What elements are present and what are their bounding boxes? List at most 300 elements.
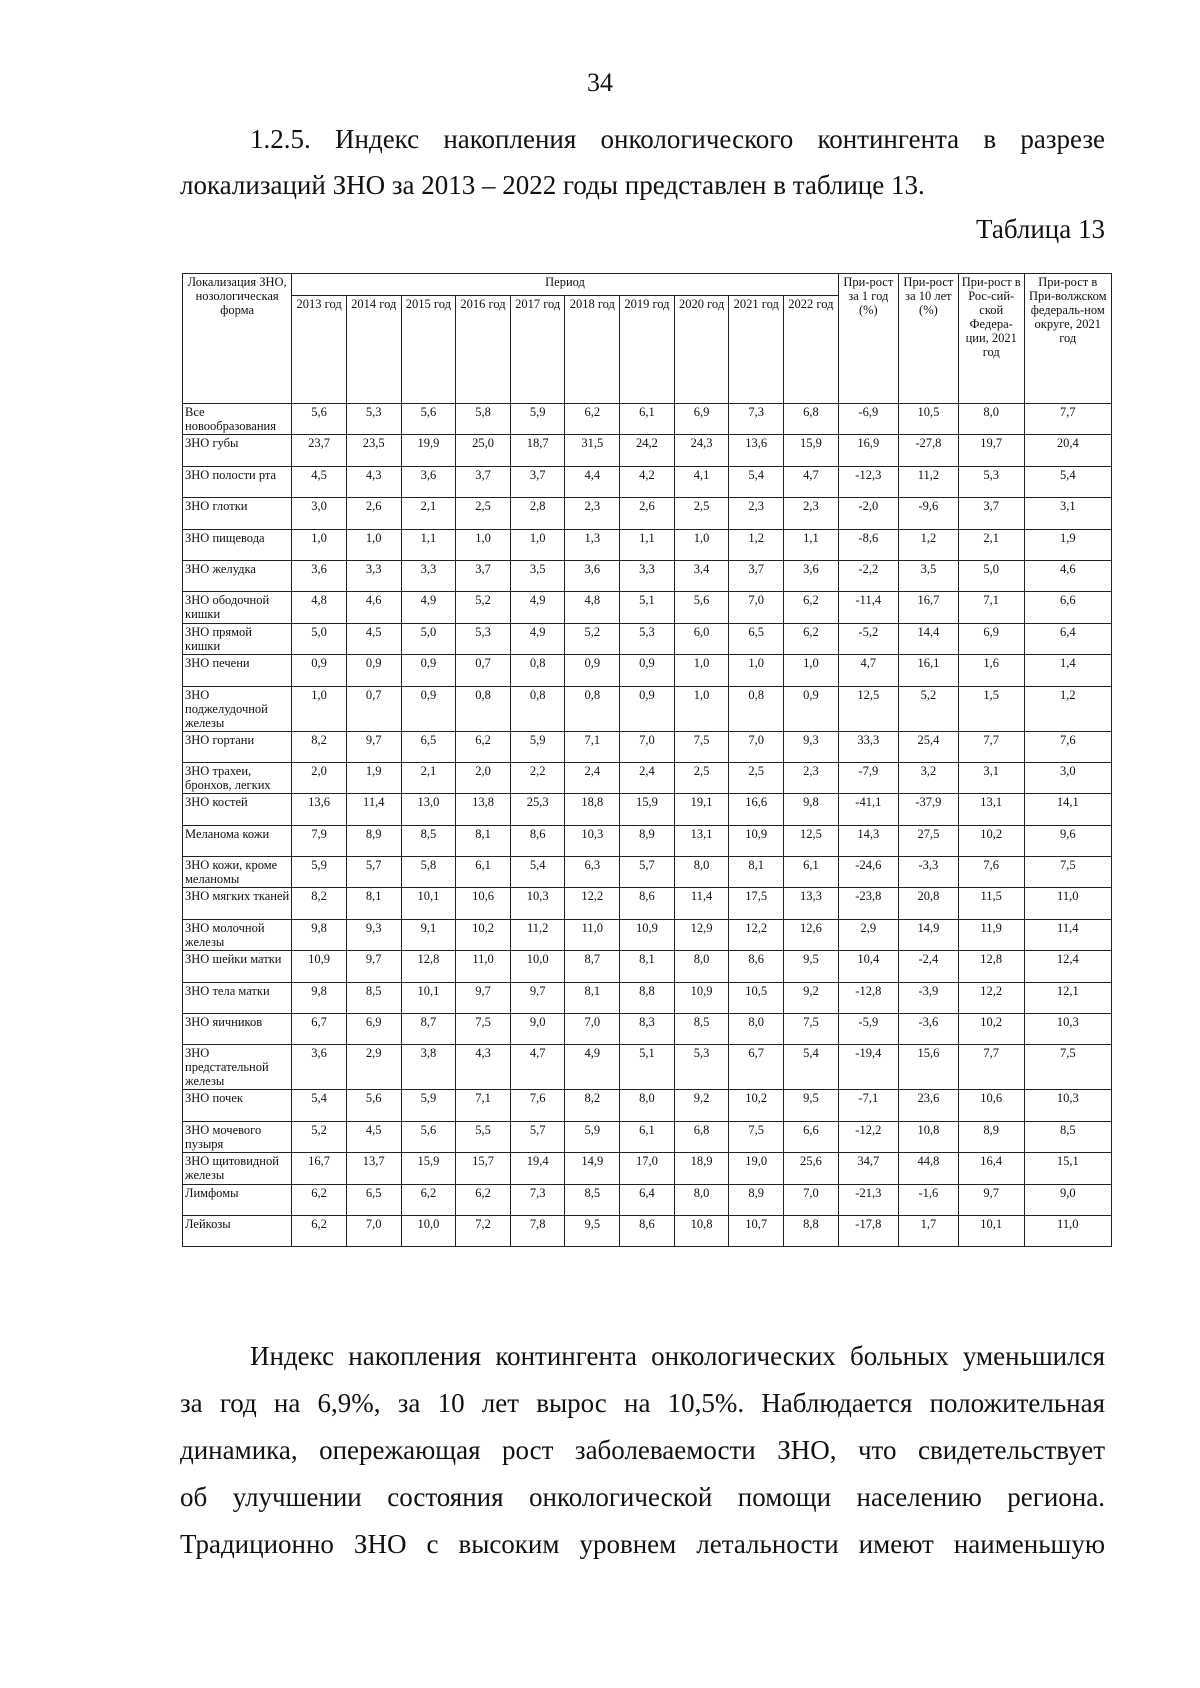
table-row	[183, 1090, 1112, 1121]
table-cell: 5,3	[958, 466, 1024, 497]
table-cell: 9,2	[784, 982, 839, 1013]
table-cell: 10,6	[456, 888, 511, 919]
table-cell: 7,6	[1024, 731, 1111, 762]
table-row	[183, 825, 1112, 856]
table-cell: 5,1	[620, 592, 675, 623]
table-row	[183, 498, 1112, 529]
table-cell: 6,0	[674, 623, 729, 654]
table-row	[183, 623, 1112, 654]
row-localization: ЗНО почек	[183, 1090, 292, 1121]
table-cell: 25,6	[784, 1153, 839, 1184]
table-cell: 5,3	[346, 404, 401, 435]
table-cell: 4,8	[292, 592, 347, 623]
table-cell: 1,9	[346, 762, 401, 793]
table-cell: 5,4	[510, 857, 565, 888]
table-cell: 16,1	[898, 655, 958, 686]
table-cell: 12,5	[838, 686, 898, 731]
table-cell: 8,9	[620, 825, 675, 856]
table-cell: 3,6	[784, 560, 839, 591]
table-cell: 4,3	[456, 1045, 511, 1090]
row-localization: ЗНО глотки	[183, 498, 292, 529]
table-row	[183, 1045, 1112, 1090]
table-cell: -2,4	[898, 951, 958, 982]
table-cell: 11,0	[565, 919, 620, 950]
table-cell: 4,1	[674, 466, 729, 497]
row-localization: ЗНО тела матки	[183, 982, 292, 1013]
table-cell: 0,7	[456, 655, 511, 686]
table-cell: 1,0	[784, 655, 839, 686]
table-cell: 0,9	[401, 686, 456, 731]
table-row	[183, 1215, 1112, 1246]
table-cell: 17,5	[729, 888, 784, 919]
table-cell: 14,4	[898, 623, 958, 654]
table-cell: 5,9	[401, 1090, 456, 1121]
header-localization: Локализация ЗНО, нозологическая форма	[183, 274, 292, 404]
table-cell: 8,3	[620, 1014, 675, 1045]
table-cell: 10,1	[401, 982, 456, 1013]
table-cell: 6,2	[456, 1184, 511, 1215]
table-cell: 1,7	[898, 1215, 958, 1246]
table-cell: 24,2	[620, 435, 675, 466]
table-cell: 3,1	[958, 762, 1024, 793]
table-cell: 6,8	[784, 404, 839, 435]
table-cell: 8,1	[456, 825, 511, 856]
table-cell: 7,5	[1024, 1045, 1111, 1090]
table-cell: 6,1	[456, 857, 511, 888]
row-localization: ЗНО прямой кишки	[183, 623, 292, 654]
table-cell: 4,2	[620, 466, 675, 497]
table-cell: 1,0	[456, 529, 511, 560]
table-cell: 9,0	[510, 1014, 565, 1045]
table-cell: 0,9	[620, 686, 675, 731]
table-cell: 3,5	[898, 560, 958, 591]
table-cell: 0,8	[456, 686, 511, 731]
table-row	[183, 1014, 1112, 1045]
table-cell: 17,0	[620, 1153, 675, 1184]
table-cell: 16,6	[729, 794, 784, 825]
table-cell: 5,3	[674, 1045, 729, 1090]
table-cell: 7,3	[729, 404, 784, 435]
table-row	[183, 794, 1112, 825]
table-cell: 7,7	[958, 731, 1024, 762]
table-cell: 10,3	[1024, 1014, 1111, 1045]
table-cell: 8,6	[510, 825, 565, 856]
table-cell: 3,0	[292, 498, 347, 529]
table-row	[183, 466, 1112, 497]
table-cell: 3,7	[958, 498, 1024, 529]
header-growth-rf: При-рост в Рос-сий-ской Федера-ции, 2021 год	[958, 274, 1024, 404]
table-cell: 8,1	[346, 888, 401, 919]
table-cell: 8,1	[729, 857, 784, 888]
table-cell: 4,3	[346, 466, 401, 497]
table-cell: 24,3	[674, 435, 729, 466]
table-cell: 14,1	[1024, 794, 1111, 825]
table-cell: 4,9	[510, 592, 565, 623]
table-cell: 4,9	[565, 1045, 620, 1090]
table-cell: 4,7	[510, 1045, 565, 1090]
table-cell: 6,5	[729, 623, 784, 654]
table-cell: 5,3	[456, 623, 511, 654]
table-cell: 4,5	[346, 623, 401, 654]
table-cell: 12,2	[565, 888, 620, 919]
table-cell: 1,2	[898, 529, 958, 560]
table-cell: 5,6	[401, 404, 456, 435]
table-cell: 2,5	[729, 762, 784, 793]
table-cell: -5,9	[838, 1014, 898, 1045]
table-cell: 9,7	[456, 982, 511, 1013]
table-cell: 4,7	[784, 466, 839, 497]
table-cell: 3,7	[510, 466, 565, 497]
table-cell: 15,6	[898, 1045, 958, 1090]
conclusion-line: Традиционно ЗНО с высоким уровнем летальности имеют наименьшую	[180, 1529, 1105, 1559]
table-cell: 8,2	[565, 1090, 620, 1121]
table-cell: 10,7	[729, 1215, 784, 1246]
table-cell: 9,7	[346, 731, 401, 762]
table-cell: 5,4	[784, 1045, 839, 1090]
table-cell: 9,7	[510, 982, 565, 1013]
table-cell: 7,8	[510, 1215, 565, 1246]
table-cell: -5,2	[838, 623, 898, 654]
row-localization: ЗНО пищевода	[183, 529, 292, 560]
table-cell: 7,0	[729, 731, 784, 762]
table-cell: 7,1	[958, 592, 1024, 623]
table-cell: 7,0	[729, 592, 784, 623]
table-cell: 0,8	[729, 686, 784, 731]
table-cell: 8,9	[729, 1184, 784, 1215]
table-cell: 5,6	[346, 1090, 401, 1121]
table-cell: 1,3	[565, 529, 620, 560]
table-row	[183, 560, 1112, 591]
table-cell: 2,3	[565, 498, 620, 529]
table-cell: 19,4	[510, 1153, 565, 1184]
table-cell: 2,5	[456, 498, 511, 529]
table-cell: -7,1	[838, 1090, 898, 1121]
conclusion-line: Индекс накопления контингента онкологических больных уменьшился	[250, 1341, 1105, 1371]
table-cell: 9,6	[1024, 825, 1111, 856]
table-cell: 7,7	[958, 1045, 1024, 1090]
table-cell: 2,8	[510, 498, 565, 529]
table-cell: 5,8	[456, 404, 511, 435]
table-row	[183, 592, 1112, 623]
table-cell: 5,6	[674, 592, 729, 623]
table-cell: 9,0	[1024, 1184, 1111, 1215]
table-cell: 8,0	[620, 1090, 675, 1121]
table-cell: 13,8	[456, 794, 511, 825]
table-cell: -17,8	[838, 1215, 898, 1246]
table-cell: 5,3	[620, 623, 675, 654]
table-cell: 10,9	[729, 825, 784, 856]
table-cell: 7,0	[620, 731, 675, 762]
table-cell: 11,5	[958, 888, 1024, 919]
table-cell: 23,6	[898, 1090, 958, 1121]
table-cell: 18,8	[565, 794, 620, 825]
table-cell: 7,1	[456, 1090, 511, 1121]
table-cell: 15,1	[1024, 1153, 1111, 1184]
table-row	[183, 762, 1112, 793]
table-cell: 9,8	[292, 982, 347, 1013]
table-cell: 10,2	[958, 1014, 1024, 1045]
table-cell: 4,8	[565, 592, 620, 623]
table-cell: 10,2	[729, 1090, 784, 1121]
table-cell: -23,8	[838, 888, 898, 919]
page-number: 34	[587, 68, 613, 97]
table-row	[183, 731, 1112, 762]
table-cell: 10,8	[898, 1121, 958, 1152]
table-cell: 6,4	[620, 1184, 675, 1215]
table-cell: 2,9	[346, 1045, 401, 1090]
table-cell: 25,0	[456, 435, 511, 466]
row-localization: ЗНО поджелудочной железы	[183, 686, 292, 731]
table-cell: 1,2	[729, 529, 784, 560]
table-container	[182, 273, 1112, 1247]
conclusion-line: за год на 6,9%, за 10 лет вырос на 10,5%. Наблюдается положительная	[180, 1388, 1105, 1418]
table-row	[183, 686, 1112, 731]
table-cell: 4,6	[1024, 560, 1111, 591]
table-cell: 14,9	[898, 919, 958, 950]
table-cell: 7,0	[784, 1184, 839, 1215]
table-cell: 6,1	[620, 1121, 675, 1152]
table-cell: 11,0	[1024, 888, 1111, 919]
table-cell: 11,9	[958, 919, 1024, 950]
table-cell: 5,5	[456, 1121, 511, 1152]
table-cell: 7,6	[510, 1090, 565, 1121]
table-cell: 10,3	[1024, 1090, 1111, 1121]
header-year: 2022 год	[784, 296, 839, 404]
header-growth-1y: При-рост за 1 год (%)	[838, 274, 898, 404]
row-localization: ЗНО щитовидной железы	[183, 1153, 292, 1184]
table-cell: 16,7	[898, 592, 958, 623]
table-cell: 10,0	[510, 951, 565, 982]
header-year: 2017 год	[510, 296, 565, 404]
table-cell: 8,7	[565, 951, 620, 982]
table-cell: 10,4	[838, 951, 898, 982]
table-cell: 9,5	[784, 1090, 839, 1121]
table-row	[183, 655, 1112, 686]
table-cell: 10,9	[620, 919, 675, 950]
table-cell: 8,8	[784, 1215, 839, 1246]
conclusion-line: динамика, опережающая рост заболеваемости ЗНО, что свидетельствует	[180, 1435, 1105, 1465]
table-cell: 5,4	[292, 1090, 347, 1121]
table-cell: 11,4	[674, 888, 729, 919]
table-cell: 10,9	[674, 982, 729, 1013]
table-cell: -3,9	[898, 982, 958, 1013]
row-localization: ЗНО мягких тканей	[183, 888, 292, 919]
table-cell: 2,5	[674, 498, 729, 529]
table-cell: 6,6	[784, 1121, 839, 1152]
table-cell: -3,6	[898, 1014, 958, 1045]
table-cell: 23,5	[346, 435, 401, 466]
table-cell: 18,7	[510, 435, 565, 466]
table-cell: 13,0	[401, 794, 456, 825]
table-cell: 10,3	[510, 888, 565, 919]
table-cell: 8,5	[674, 1014, 729, 1045]
table-cell: 7,0	[565, 1014, 620, 1045]
table-cell: 3,0	[1024, 762, 1111, 793]
table-cell: 0,8	[510, 655, 565, 686]
table-cell: 11,4	[1024, 919, 1111, 950]
table-cell: 14,3	[838, 825, 898, 856]
table-cell: 33,3	[838, 731, 898, 762]
intro-line-1: 1.2.5. Индекс накопления онкологического контингента в разрезе	[250, 124, 1105, 154]
table-row	[183, 919, 1112, 950]
row-localization: ЗНО полости рта	[183, 466, 292, 497]
table-cell: 4,9	[401, 592, 456, 623]
table-cell: 12,8	[958, 951, 1024, 982]
table-cell: 3,4	[674, 560, 729, 591]
table-cell: 1,0	[674, 655, 729, 686]
table-cell: 12,8	[401, 951, 456, 982]
table-cell: 6,1	[784, 857, 839, 888]
table-cell: 6,2	[401, 1184, 456, 1215]
table-cell: 19,0	[729, 1153, 784, 1184]
table-cell: 1,4	[1024, 655, 1111, 686]
header-year: 2021 год	[729, 296, 784, 404]
table-cell: 3,5	[510, 560, 565, 591]
table-cell: 6,2	[292, 1215, 347, 1246]
table-cell: 11,0	[456, 951, 511, 982]
table-cell: 7,5	[456, 1014, 511, 1045]
table-cell: 5,2	[292, 1121, 347, 1152]
table-cell: 3,6	[401, 466, 456, 497]
table-cell: 1,0	[510, 529, 565, 560]
table-row	[183, 951, 1112, 982]
table-cell: 1,1	[401, 529, 456, 560]
table-cell: 44,8	[898, 1153, 958, 1184]
table-cell: -2,2	[838, 560, 898, 591]
table-cell: -2,0	[838, 498, 898, 529]
table-cell: 9,3	[346, 919, 401, 950]
table-cell: 10,1	[401, 888, 456, 919]
table-cell: 31,5	[565, 435, 620, 466]
table-cell: 0,8	[510, 686, 565, 731]
table-cell: 5,4	[729, 466, 784, 497]
table-cell: 7,5	[1024, 857, 1111, 888]
table-cell: 1,1	[620, 529, 675, 560]
table-cell: 1,0	[346, 529, 401, 560]
table-cell: 18,9	[674, 1153, 729, 1184]
table-cell: 15,9	[620, 794, 675, 825]
table-cell: 8,5	[346, 982, 401, 1013]
table-cell: 15,7	[456, 1153, 511, 1184]
conclusion-line: об улучшении состояния онкологической помощи населению региона.	[180, 1482, 1105, 1512]
table-cell: 5,7	[620, 857, 675, 888]
table-cell: 3,7	[456, 560, 511, 591]
header-year: 2013 год	[292, 296, 347, 404]
table-cell: -27,8	[898, 435, 958, 466]
table-row	[183, 404, 1112, 435]
table-cell: 34,7	[838, 1153, 898, 1184]
table-cell: -12,8	[838, 982, 898, 1013]
table-cell: 7,1	[565, 731, 620, 762]
table-cell: 2,4	[620, 762, 675, 793]
table-cell: -24,6	[838, 857, 898, 888]
table-cell: 1,5	[958, 686, 1024, 731]
table-cell: -11,4	[838, 592, 898, 623]
table-cell: 3,7	[456, 466, 511, 497]
table-cell: 1,2	[1024, 686, 1111, 731]
table-cell: 13,3	[784, 888, 839, 919]
table-cell: 2,2	[510, 762, 565, 793]
table-cell: 0,9	[620, 655, 675, 686]
row-localization: ЗНО предстательной железы	[183, 1045, 292, 1090]
table-cell: 0,9	[565, 655, 620, 686]
table-cell: 5,0	[401, 623, 456, 654]
table-cell: 2,1	[958, 529, 1024, 560]
table-cell: 2,9	[838, 919, 898, 950]
table-cell: 1,6	[958, 655, 1024, 686]
table-cell: 12,2	[958, 982, 1024, 1013]
table-cell: 12,4	[1024, 951, 1111, 982]
table-cell: 6,9	[958, 623, 1024, 654]
table-cell: 8,5	[401, 825, 456, 856]
table-cell: 0,8	[565, 686, 620, 731]
table-cell: 1,0	[292, 686, 347, 731]
table-cell: 5,2	[456, 592, 511, 623]
table-cell: 7,9	[292, 825, 347, 856]
table-cell: 2,6	[346, 498, 401, 529]
table-cell: 0,7	[346, 686, 401, 731]
table-cell: 10,9	[292, 951, 347, 982]
table-cell: 20,4	[1024, 435, 1111, 466]
table-cell: 9,8	[292, 919, 347, 950]
table-cell: 2,1	[401, 498, 456, 529]
table-cell: 10,5	[898, 404, 958, 435]
table-cell: 10,0	[401, 1215, 456, 1246]
table-cell: 9,5	[565, 1215, 620, 1246]
table-cell: 6,2	[784, 592, 839, 623]
table-cell: -8,6	[838, 529, 898, 560]
table-cell: 7,6	[958, 857, 1024, 888]
table-cell: 7,5	[674, 731, 729, 762]
table-cell: 11,0	[1024, 1215, 1111, 1246]
table-cell: 8,7	[401, 1014, 456, 1045]
table-cell: 5,9	[510, 731, 565, 762]
header-year: 2018 год	[565, 296, 620, 404]
table-cell: 15,9	[401, 1153, 456, 1184]
table-row	[183, 435, 1112, 466]
table-cell: 2,1	[401, 762, 456, 793]
table-cell: 8,2	[292, 731, 347, 762]
table-caption: Таблица 13	[976, 214, 1105, 244]
table-cell: 6,5	[346, 1184, 401, 1215]
table-cell: 10,2	[958, 825, 1024, 856]
row-localization: ЗНО яичников	[183, 1014, 292, 1045]
table-cell: 2,6	[620, 498, 675, 529]
table-cell: 8,0	[674, 857, 729, 888]
table-cell: 10,2	[456, 919, 511, 950]
table-cell: 6,2	[456, 731, 511, 762]
header-year: 2016 год	[456, 296, 511, 404]
table-cell: 10,6	[958, 1090, 1024, 1121]
table-cell: 5,9	[565, 1121, 620, 1152]
table-cell: 8,9	[346, 825, 401, 856]
table-row	[183, 982, 1112, 1013]
table-cell: 12,6	[784, 919, 839, 950]
table-cell: 0,9	[346, 655, 401, 686]
header-period: Период	[292, 274, 838, 296]
table-cell: 9,8	[784, 794, 839, 825]
table-cell: 0,9	[292, 655, 347, 686]
table-cell: 1,0	[674, 529, 729, 560]
header-year: 2020 год	[674, 296, 729, 404]
table-cell: 5,9	[510, 404, 565, 435]
table-cell: 16,9	[838, 435, 898, 466]
table-cell: 10,8	[674, 1215, 729, 1246]
table-cell: 2,3	[784, 498, 839, 529]
table-cell: -21,3	[838, 1184, 898, 1215]
table-cell: 4,6	[346, 592, 401, 623]
table-cell: 13,1	[674, 825, 729, 856]
